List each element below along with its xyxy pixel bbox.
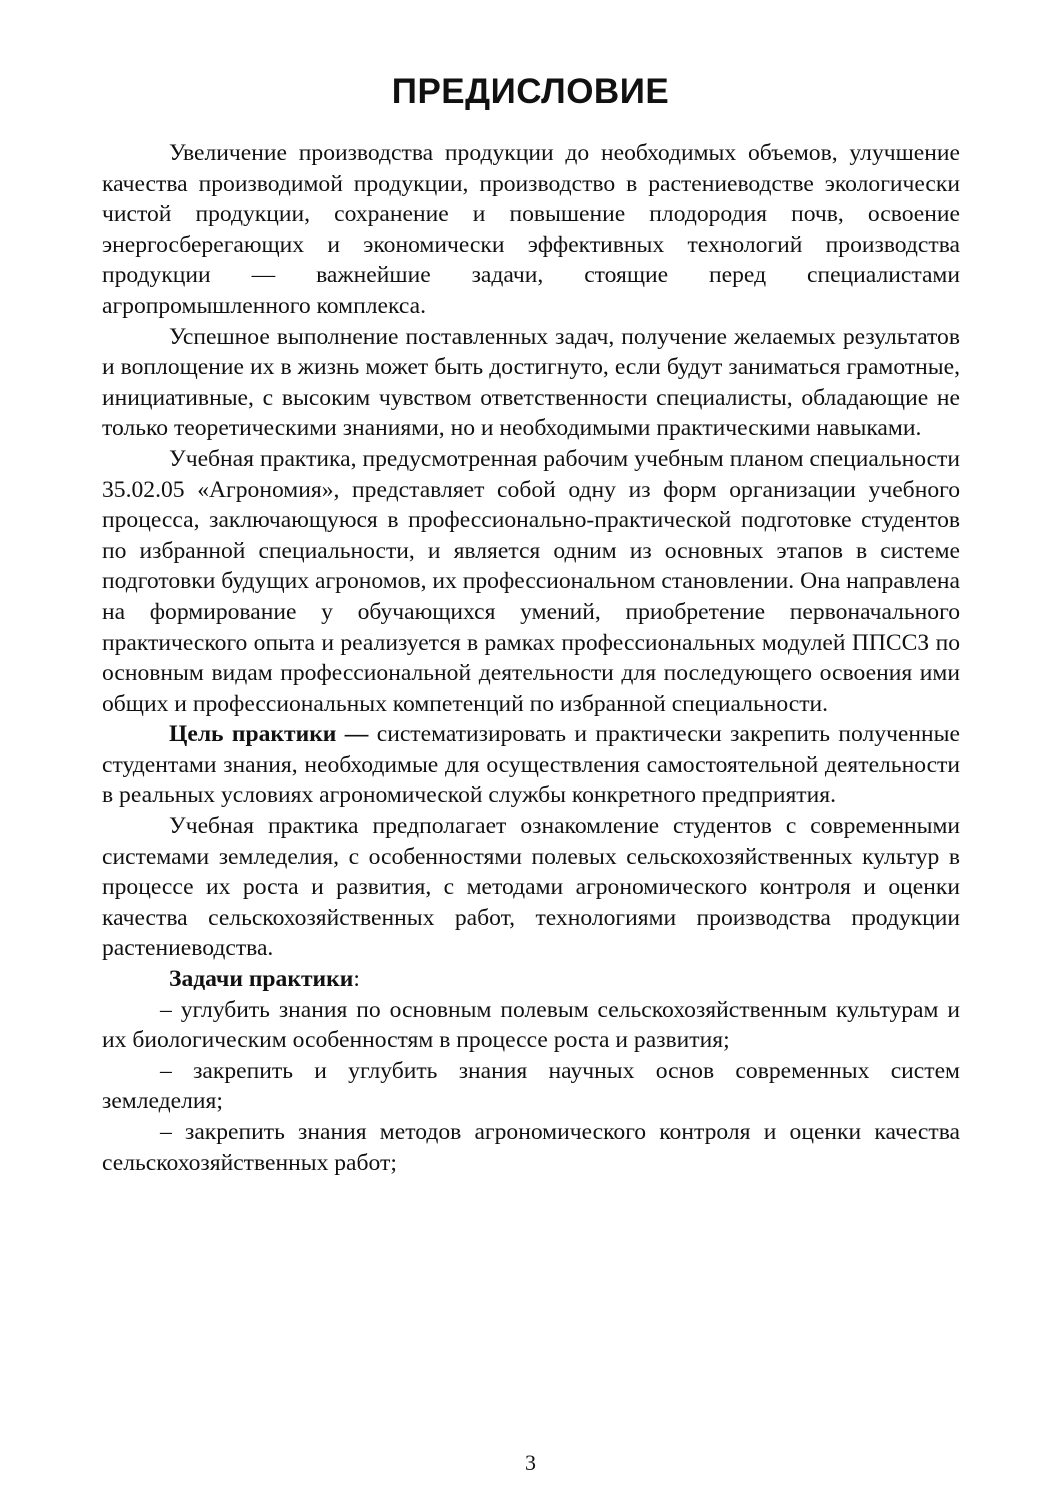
goal-label: Цель практики — (169, 721, 369, 748)
goal-text: систематизировать и практически закрепить полученные студентами знания, необходимые для осуществления самостоятельной деятельности в реальных условиях агрономической службы конкретного предприятия. (102, 721, 960, 809)
tasks-colon: : (353, 966, 360, 993)
paragraph-acquaintance: Учебная практика предполагает ознакомление студентов с современными системами земледелия, с особенностями полевых сельскохозяйственных культур в процессе их роста и развития, с методами агрономического контроля и оценки качества сельскохозяйственных работ, технологиями производства продукции растениеводства. (102, 813, 960, 962)
paragraph-success: Успешное выполнение поставленных задач, получение желаемых результатов и воплощение их в жизнь может быть достигнуто, если будут заниматься грамотные, инициативные, с высоким чувством ответственности специалисты, обладающие не только теоретическими знаниями, но и необходимыми практическими навыками. (102, 323, 960, 442)
task-item: – закрепить знания методов агрономического контроля и оценки качества сельскохозяйственных работ; (102, 1119, 960, 1176)
document-body (102, 138, 960, 1178)
tasks-label: Задачи практики (169, 966, 354, 993)
paragraph-intro: Увеличение производства продукции до необходимых объемов, улучшение качества производимой продукции, производство в растениеводстве экологически чистой продукции, сохранение и повышение плодородия почв, освоение энергосберегающих и экономически эффективных технологий производства продукции — важнейшие задачи, стоящие перед специалистами агропромышленного комплекса. (102, 140, 960, 319)
page-number: 3 (525, 1450, 536, 1475)
paragraph-goal (102, 719, 960, 811)
tasks-heading (102, 964, 960, 995)
task-item: – закрепить и углубить знания научных основ современных систем земледелия; (102, 1057, 960, 1115)
paragraph-practice-description: Учебная практика, предусмотренная рабочим учебным планом специальности 35.02.05 «Агрономия», представляет собой одну из форм организации учебного процесса, заключающуюся в профессионально-практической подготовке студентов по избранной специальности, и является одним из основных этапов в системе подготовки будущих агрономов, их профессиональном становлении. Она направлена на формирование у обучающихся умений, приобретение первоначального практического опыта и реализуется в рамках профессиональных модулей ППССЗ по основным видам профессиональной деятельности для последующего освоения ими общих и профессиональных компетенций по избранной специальности. (102, 445, 960, 717)
page-title: ПРЕДИСЛОВИЕ (391, 72, 670, 111)
task-item: – углубить знания по основным полевым сельскохозяйственным культурам и их биологическим особенностям в процессе роста и развития; (102, 996, 960, 1054)
